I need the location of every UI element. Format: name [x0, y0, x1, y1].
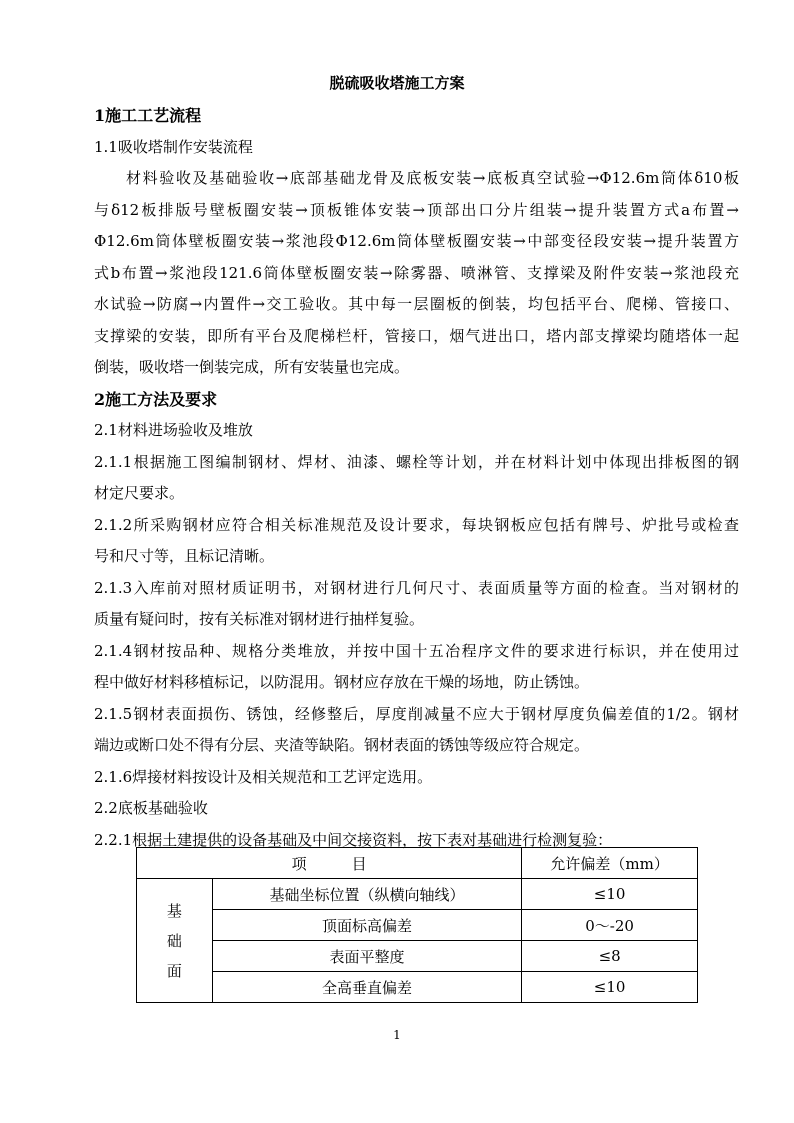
- flow-line: Φ12.6m筒体壁板圈安装→浆池段Φ12.6m筒体壁板圈安装→中部变径段安装→提升装置方: [94, 232, 739, 250]
- clause-2-1-4-cont: 程中做好材料移植标记，以防混用。钢材应存放在干燥的场地，防止锈蚀。: [94, 673, 590, 691]
- section-1-heading: 1施工工艺流程: [94, 106, 202, 125]
- flow-line: 式b布置→浆池段121.6筒体壁板圈安装→除雾器、喷淋管、支撑梁及附件安装→浆池段充: [94, 263, 739, 282]
- clause-2-1-5-cont: 端边或断口处不得有分层、夹渣等缺陷。钢材表面的锈蚀等级应符合规定。: [94, 736, 590, 754]
- table-header-row: [137, 848, 698, 879]
- page-title: 脱硫吸收塔施工方案: [329, 74, 465, 92]
- group-char: 础: [166, 931, 182, 950]
- group-cell: [137, 879, 213, 1003]
- tolerance-cell: ≤10: [522, 972, 698, 1003]
- clause-2-1-3: 2.1.3入库前对照材质证明书，对钢材进行几何尺寸、表面质量等方面的检查。当对钢材的: [94, 578, 739, 597]
- tolerance-cell: ≤10: [522, 879, 698, 910]
- flow-line: 水试验→防腐→内置件→交工验收。其中每一层圈板的倒装，均包括平台、爬梯、管接口、: [94, 295, 739, 313]
- clause-2-2-1: 2.2.1根据土建提供的设备基础及中间交接资料，按下表对基础进行检测复验：: [94, 830, 613, 849]
- header-item-cell: 项 目: [137, 848, 522, 879]
- item-cell: 基础坐标位置（纵横向轴线）: [212, 879, 521, 910]
- table-row: [137, 941, 698, 972]
- clause-2-1-4: 2.1.4钢材按品种、规格分类堆放，并按中国十五冶程序文件的要求进行标识，并在使用过: [94, 641, 739, 660]
- clause-2-1-1-cont: 材定尺要求。: [94, 484, 185, 502]
- flow-line: 倒装，吸收塔一倒装完成，所有安装量也完成。: [94, 358, 410, 376]
- table-row: [137, 879, 698, 910]
- clause-2-1-2-cont: 号和尺寸等，且标记清晰。: [94, 547, 275, 565]
- flow-line: 材料验收及基础验收→底部基础龙骨及底板安装→底板真空试验→Φ12.6m筒体δ10板: [126, 169, 739, 187]
- header-tolerance-cell: 允许偏差（mm）: [522, 848, 698, 879]
- clause-2-1-3-cont: 质量有疑问时，按有关标准对钢材进行抽样复验。: [94, 610, 425, 628]
- group-char: 基: [166, 901, 182, 920]
- clause-2-1-1: 2.1.1根据施工图编制钢材、焊材、油漆、螺栓等计划，并在材料计划中体现出排板图的钢: [94, 452, 739, 471]
- table-row: [137, 972, 698, 1003]
- tolerance-cell: 0～-20: [522, 910, 698, 941]
- item-cell: 顶面标高偏差: [212, 910, 521, 941]
- foundation-tolerance-table: [136, 847, 698, 1003]
- tolerance-cell: ≤8: [522, 941, 698, 972]
- page-number: 1: [393, 1028, 401, 1042]
- section-2-2-heading: 2.2底板基础验收: [94, 799, 208, 817]
- flow-line: 支撑梁的安装，即所有平台及爬梯栏杆，管接口，烟气进出口，塔内部支撑梁均随塔体一起: [94, 326, 739, 345]
- section-2-1-heading: 2.1材料进场验收及堆放: [94, 421, 253, 439]
- item-cell: 表面平整度: [212, 941, 521, 972]
- document-body: [94, 100, 739, 856]
- table-row: [137, 910, 698, 941]
- clause-2-1-5: 2.1.5钢材表面损伤、锈蚀，经修整后，厚度削减量不应大于钢材厚度负偏差值的1/2。钢材: [94, 704, 739, 723]
- group-char: 面: [166, 961, 182, 980]
- clause-2-1-6: 2.1.6焊接材料按设计及相关规范和工艺评定选用。: [94, 767, 433, 786]
- item-cell: 全高垂直偏差: [212, 972, 521, 1003]
- flow-line: 与δ12板排版号壁板圈安装→顶板锥体安装→顶部出口分片组装→提升装置方式a布置→: [94, 200, 739, 219]
- clause-2-1-2: 2.1.2所采购钢材应符合相关标准规范及设计要求，每块钢板应包括有牌号、炉批号或检查: [94, 515, 739, 534]
- section-1-1-heading: 1.1吸收塔制作安装流程: [94, 137, 253, 156]
- section-2-heading: 2施工方法及要求: [94, 389, 218, 409]
